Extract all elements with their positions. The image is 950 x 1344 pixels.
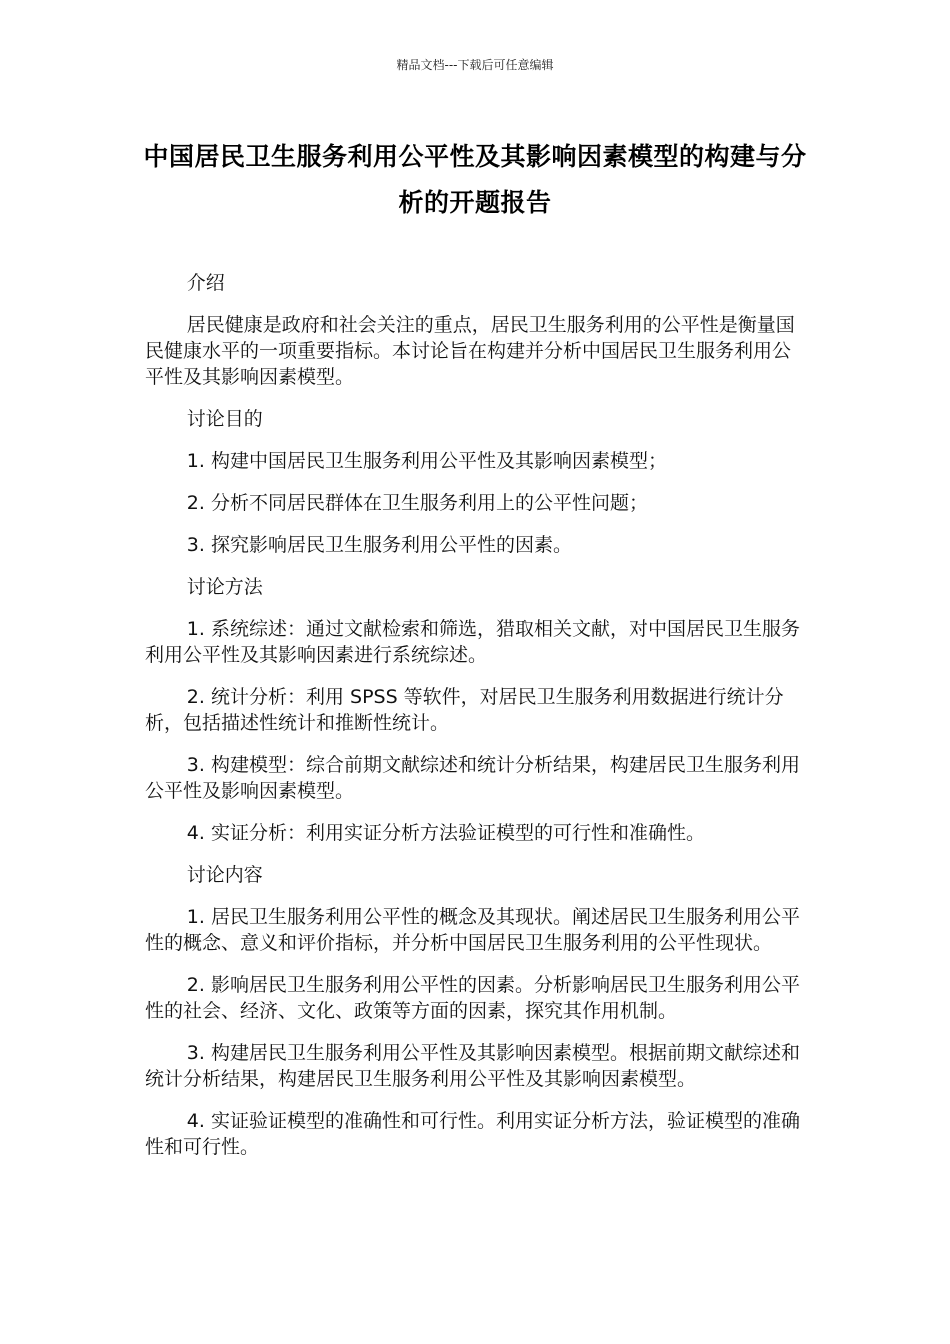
goal-item: 1. 构建中国居民卫生服务利用公平性及其影响因素模型； xyxy=(186,450,667,472)
goal-item: 2. 分析不同居民群体在卫生服务利用上的公平性问题； xyxy=(186,492,648,514)
content-item: 3. 构建居民卫生服务利用公平性及其影响因素模型。根据前期文献综述和统计分析结果，构建居民卫生服务利用公平性及其影响因素模型。 xyxy=(145,1042,800,1090)
section-heading-content: 讨论内容 xyxy=(186,864,263,886)
section-heading-goals: 讨论目的 xyxy=(186,408,263,430)
document-body xyxy=(145,270,805,1176)
page-header: 精品文档---下载后可任意编辑 xyxy=(396,58,554,72)
content-item: 1. 居民卫生服务利用公平性的概念及其现状。阐述居民卫生服务利用公平性的概念、意义和评价指标，并分析中国居民卫生服务利用的公平性现状。 xyxy=(145,906,800,954)
method-item: 4. 实证分析：利用实证分析方法验证模型的可行性和准确性。 xyxy=(186,822,705,844)
method-item: 2. 统计分析：利用 SPSS 等软件，对居民卫生服务利用数据进行统计分析，包括描述性统计和推断性统计。 xyxy=(145,686,784,734)
content-item: 4. 实证验证模型的准确性和可行性。利用实证分析方法，验证模型的准确性和可行性。 xyxy=(145,1110,800,1158)
document-title: 中国居民卫生服务利用公平性及其影响因素模型的构建与分析的开题报告 xyxy=(143,142,807,217)
intro-paragraph: 居民健康是政府和社会关注的重点，居民卫生服务利用的公平性是衡量国民健康水平的一项重要指标。本讨论旨在构建并分析中国居民卫生服务利用公平性及其影响因素模型。 xyxy=(145,314,795,388)
method-item: 1. 系统综述：通过文献检索和筛选，猎取相关文献，对中国居民卫生服务利用公平性及其影响因素进行系统综述。 xyxy=(145,618,800,666)
content-item: 2. 影响居民卫生服务利用公平性的因素。分析影响居民卫生服务利用公平性的社会、经济、文化、政策等方面的因素，探究其作用机制。 xyxy=(145,974,800,1022)
goal-item: 3. 探究影响居民卫生服务利用公平性的因素。 xyxy=(186,534,572,556)
section-heading-intro: 介绍 xyxy=(186,272,225,294)
method-item: 3. 构建模型：综合前期文献综述和统计分析结果，构建居民卫生服务利用公平性及影响因素模型。 xyxy=(145,754,800,802)
section-heading-methods: 讨论方法 xyxy=(186,576,263,598)
